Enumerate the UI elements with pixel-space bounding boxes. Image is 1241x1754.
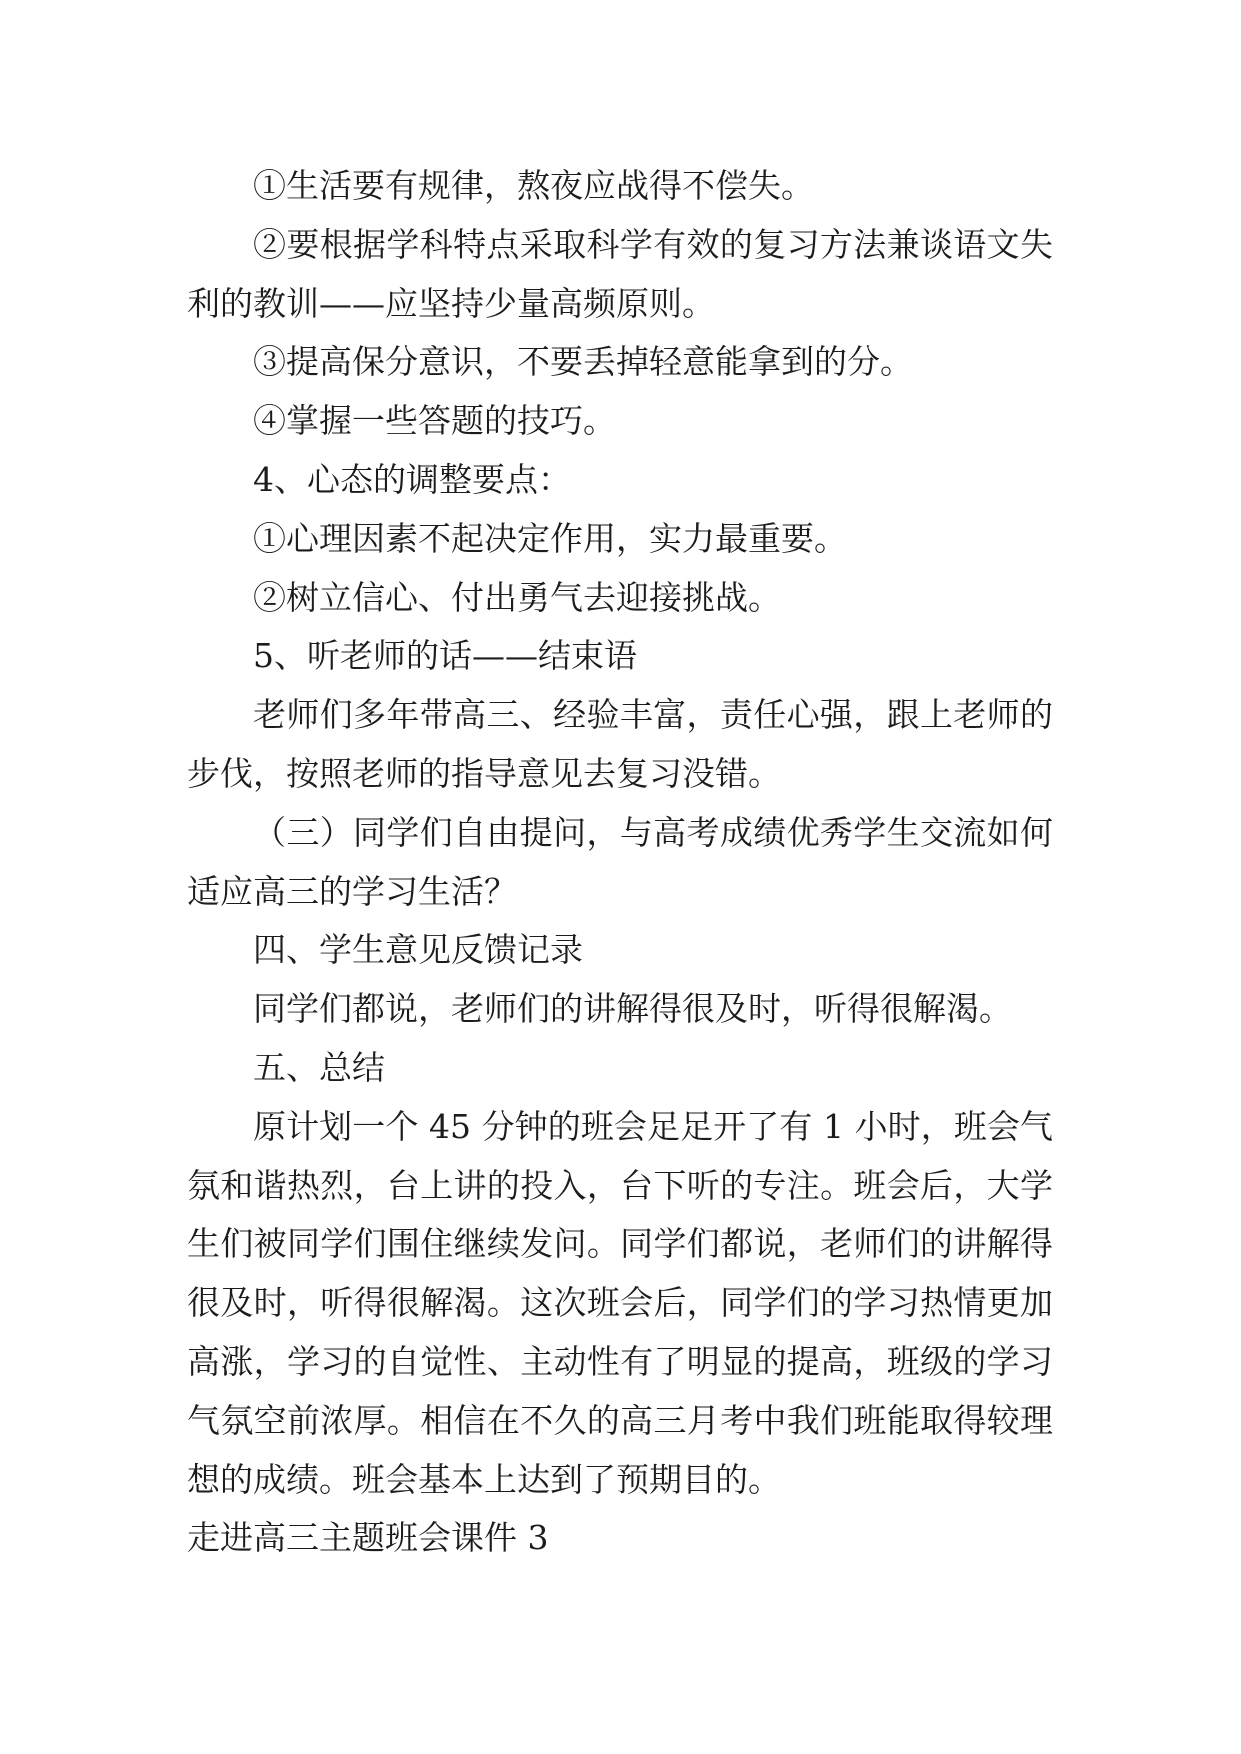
- paragraph-line: ①心理因素不起决定作用，实力最重要。: [253, 518, 847, 558]
- paragraph-line: 氛和谐热烈，台上讲的投入，台下听的专注。班会后，大学: [187, 1165, 1053, 1205]
- subheading-feedback: [187, 921, 1053, 980]
- paragraph-line: 步伐，按照老师的指导意见去复习没错。: [187, 753, 781, 793]
- paragraph-line: ④掌握一些答题的技巧。: [253, 401, 616, 441]
- paragraph-line: 原计划一个 45 分钟的班会足足开了有 1 小时，班会气: [253, 1106, 1053, 1146]
- paragraph-line: ③提高保分意识，不要丢掉轻意能拿到的分。: [253, 342, 913, 382]
- paragraph-line: 五、总结: [253, 1047, 385, 1087]
- paragraph-free-questions: [187, 804, 1053, 922]
- document-body: [187, 157, 1053, 1568]
- paragraph-line: 4、心态的调整要点：: [253, 459, 571, 499]
- paragraph-line: 很及时，听得很解渴。这次班会后，同学们的学习热情更加: [187, 1283, 1053, 1323]
- paragraph-tip-2: [187, 216, 1053, 334]
- paragraph-line: 想的成绩。班会基本上达到了预期目的。: [187, 1459, 781, 1499]
- paragraph-line: 老师们多年带高三、经验丰富，责任心强，跟上老师的: [253, 695, 1053, 735]
- paragraph-line: ②要根据学科特点采取科学有效的复习方法兼谈语文失: [253, 224, 1053, 264]
- section-heading-text: 走进高三主题班会课件 3: [187, 1518, 549, 1558]
- paragraph-line: 气氛空前浓厚。相信在不久的高三月考中我们班能取得较理: [187, 1400, 1053, 1440]
- paragraph-teachers: [187, 686, 1053, 804]
- paragraph-line: ②树立信心、付出勇气去迎接挑战。: [253, 577, 781, 617]
- paragraph-feedback: [187, 980, 1053, 1039]
- paragraph-tip-4: [187, 392, 1053, 451]
- paragraph-line: （三）同学们自由提问，与高考成绩优秀学生交流如何: [253, 812, 1053, 852]
- paragraph-line: 高涨，学习的自觉性、主动性有了明显的提高，班级的学习: [187, 1341, 1053, 1381]
- paragraph-summary: [187, 1098, 1053, 1510]
- paragraph-mindset-1: [187, 510, 1053, 569]
- paragraph-tip-1: [187, 157, 1053, 216]
- paragraph-line: 生们被同学们围住继续发问。同学们都说，老师们的讲解得: [187, 1224, 1053, 1264]
- subheading-listen-teacher: [187, 627, 1053, 686]
- section-heading: [187, 1509, 1053, 1568]
- paragraph-line: 5、听老师的话——结束语: [253, 636, 637, 676]
- paragraph-line: 四、学生意见反馈记录: [253, 930, 583, 970]
- paragraph-line: 适应高三的学习生活？: [187, 871, 517, 911]
- paragraph-tip-3: [187, 333, 1053, 392]
- paragraph-line: ①生活要有规律，熬夜应战得不偿失。: [253, 166, 814, 205]
- paragraph-line: 利的教训——应坚持少量高频原则。: [187, 283, 715, 323]
- subheading-mindset: [187, 451, 1053, 510]
- paragraph-mindset-2: [187, 569, 1053, 628]
- subheading-summary: [187, 1039, 1053, 1098]
- paragraph-line: 同学们都说，老师们的讲解得很及时，听得很解渴。: [253, 989, 1012, 1029]
